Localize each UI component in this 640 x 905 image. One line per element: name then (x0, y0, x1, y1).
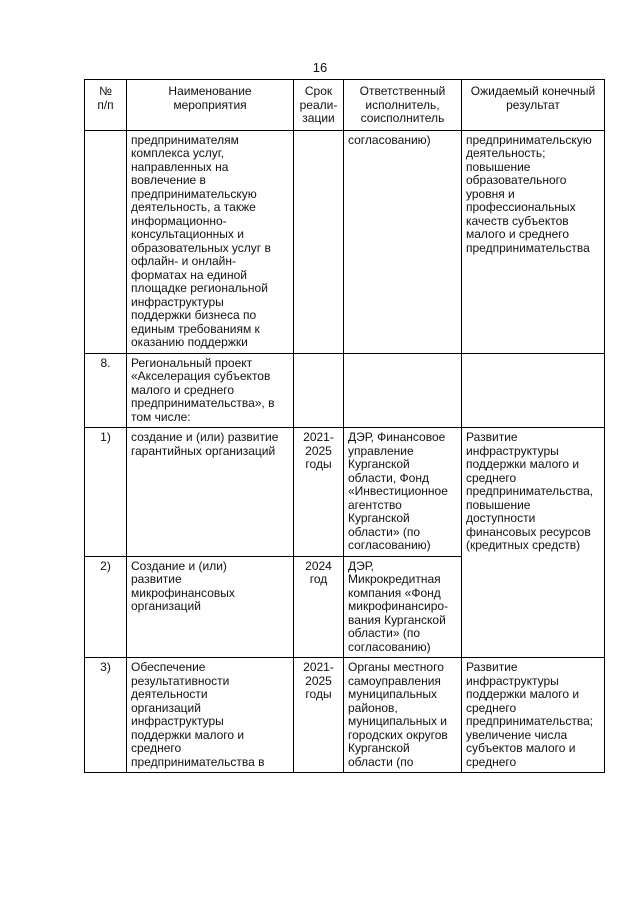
row-name: Региональный проект «Акселерация субъектов малого и среднего предпринимательства», в том числе: (127, 353, 294, 428)
row-term: 2021- 2025 годы (294, 658, 344, 773)
row-executor: Органы местного самоуправления муниципальных районов, муниципальных и городских округов Курганской области (по (344, 658, 462, 773)
row-term (294, 130, 344, 353)
row-result: предпринимательскую деятельность; повышение образовательного уровня и профессиональных качеств субъектов малого и среднего предпринимательства (462, 130, 605, 353)
row-number: 8. (85, 353, 127, 428)
row-name: создание и (или) развитие гарантийных организаций (127, 428, 294, 557)
row-executor: согласованию) (344, 130, 462, 353)
table-row (85, 428, 605, 557)
row-result: Развитие инфраструктуры поддержки малого и среднего предпринимательства; увеличение числа субъектов малого и среднего (462, 658, 605, 773)
header-executor: Ответственный исполнитель, соисполнитель (344, 80, 462, 131)
row-term (294, 353, 344, 428)
row-executor: ДЭР, Финансовое управление Курганской области, Фонд «Инвестиционное агентство Курганской области» (по согласованию) (344, 428, 462, 557)
row-result (462, 353, 605, 428)
row-number: 2) (85, 556, 127, 658)
row-number: 3) (85, 658, 127, 773)
header-term: Срок реали- зации (294, 80, 344, 131)
row-name: Создание и (или) развитие микрофинансовых организаций (127, 556, 294, 658)
table-row (85, 658, 605, 773)
row-result: Развитие инфраструктуры поддержки малого и среднего предпринимательства, повышение доступности финансовых ресурсов (кредитных средств) (462, 428, 605, 658)
row-name: Обеспечение результативности деятельности организаций инфраструктуры поддержки малого и среднего предпринимательства в (127, 658, 294, 773)
row-term: 2024 год (294, 556, 344, 658)
measures-table (84, 79, 605, 773)
table-header-row (85, 80, 605, 131)
row-term: 2021- 2025 годы (294, 428, 344, 557)
table-row (85, 353, 605, 428)
row-executor: ДЭР, Микрокредитная компания «Фонд микрофинансиро- вания Курганской области» (по согласованию) (344, 556, 462, 658)
row-executor (344, 353, 462, 428)
page-number: 16 (312, 60, 328, 75)
table-row (85, 130, 605, 353)
header-result: Ожидаемый конечный результат (462, 80, 605, 131)
row-number: 1) (85, 428, 127, 557)
row-name: предпринимателям комплекса услуг, направленных на вовлечение в предпринимательскую деятельность, а также информационно- консультационных и образовательных услуг в офлайн- и онлайн- форматах на единой площадке региональной инфраструктуры поддержки бизнеса по единым требованиям к оказанию поддержки (127, 130, 294, 353)
row-number (85, 130, 127, 353)
header-name: Наименование мероприятия (127, 80, 294, 131)
header-number: № п/п (85, 80, 127, 131)
